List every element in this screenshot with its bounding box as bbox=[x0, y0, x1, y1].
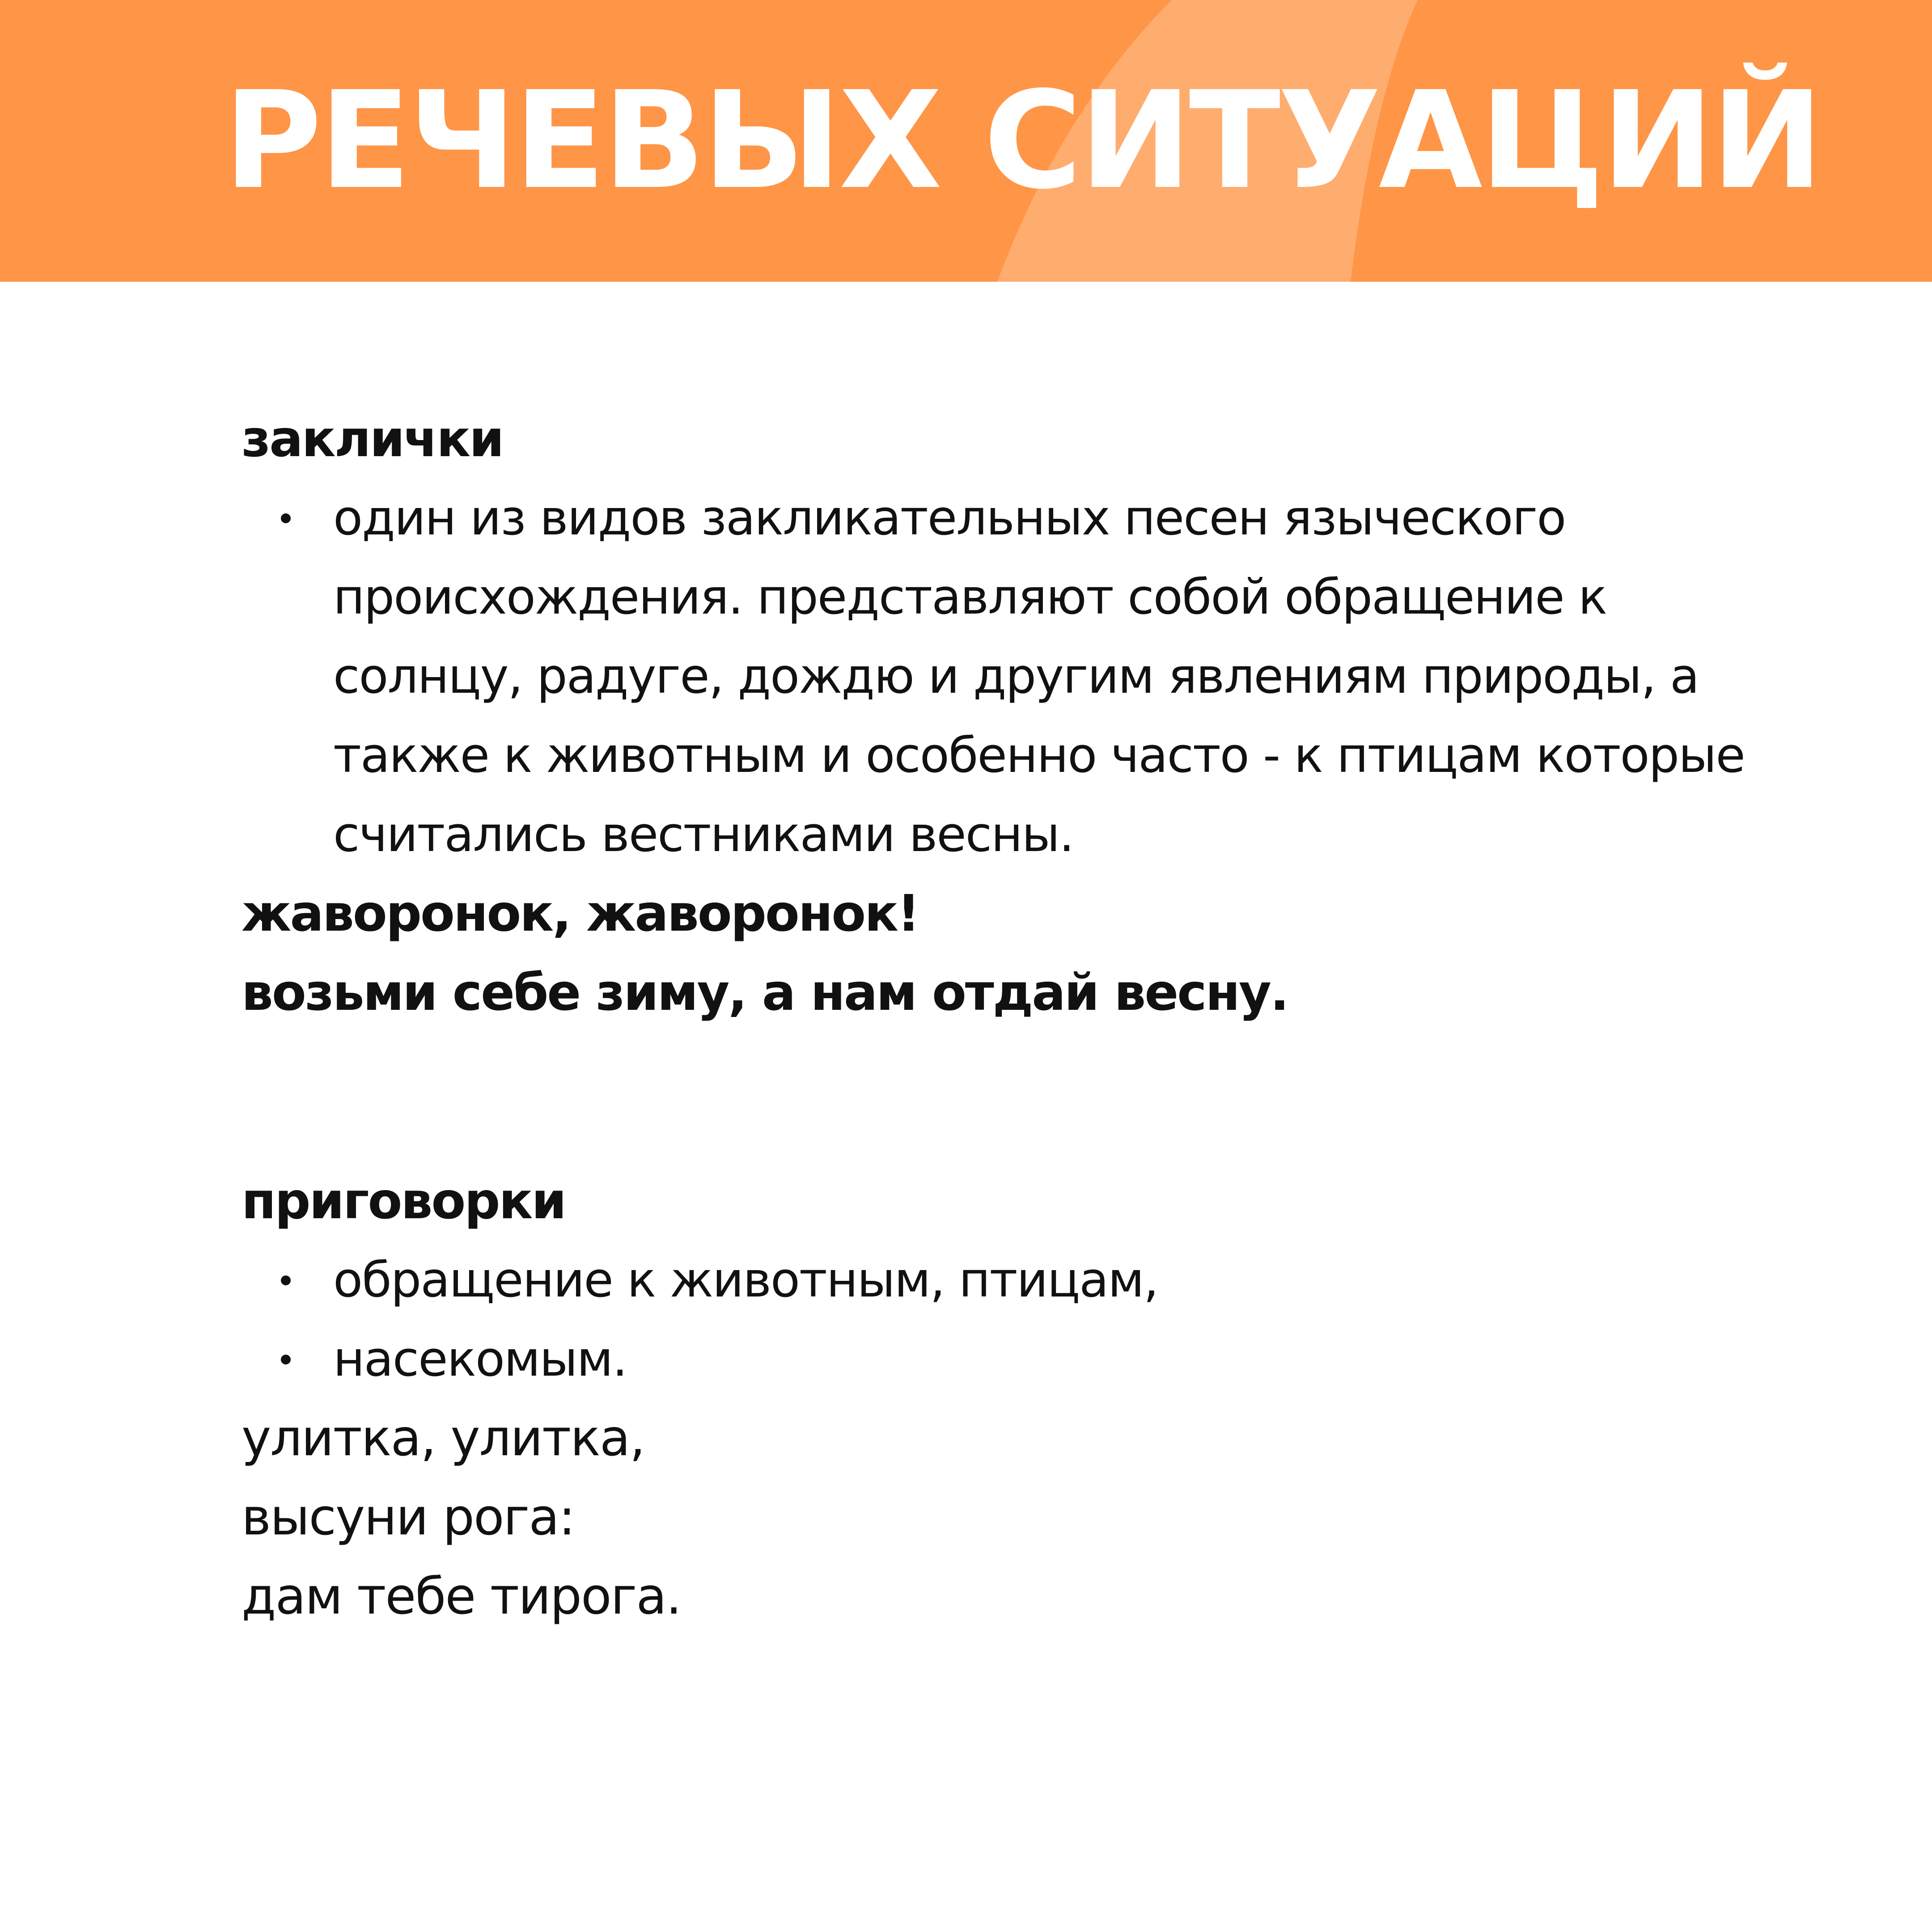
example-line: высуни рога: bbox=[242, 1488, 575, 1546]
bullet-text: один из видов закликательных песен языческого происхождения. представляют собой обращение к солнцу, радуге, дождю и другим явлениям природы, а также к животным и особенно часто - к птицам которые считались вестниками весны. bbox=[333, 490, 1745, 863]
bullet-dot-icon bbox=[281, 513, 291, 523]
example-line: возьми себе зиму, а нам отдай весну. bbox=[242, 964, 1288, 1022]
example-line: жаворонок, жаворонок! bbox=[242, 885, 919, 943]
bullet-dot-icon bbox=[281, 1355, 291, 1364]
section-zaklichki bbox=[242, 400, 1753, 1033]
page-title: РЕЧЕВЫХ СИТУАЦИЙ bbox=[224, 63, 1821, 219]
main-content bbox=[242, 400, 1753, 1636]
section-heading-prigovorki: приговорки bbox=[242, 1172, 565, 1230]
bullet-text: насекомым. bbox=[333, 1331, 627, 1387]
bullet-text: обращение к животным, птицам, bbox=[333, 1252, 1158, 1308]
example-line: дам тебе тирога. bbox=[242, 1568, 681, 1626]
section-prigovorki bbox=[242, 1162, 1753, 1636]
bullet-list-zaklichki bbox=[242, 479, 1753, 874]
bullet-list-prigovorki bbox=[242, 1241, 1753, 1399]
bullet-dot-icon bbox=[281, 1275, 291, 1285]
example-line: улитка, улитка, bbox=[242, 1409, 645, 1467]
bullet-item bbox=[242, 1320, 1753, 1399]
header-banner bbox=[0, 0, 1932, 282]
section-spacer bbox=[242, 1033, 1753, 1162]
bullet-item bbox=[242, 479, 1753, 874]
section-heading-zaklichki: заклички bbox=[242, 410, 503, 468]
bullet-item bbox=[242, 1241, 1753, 1320]
